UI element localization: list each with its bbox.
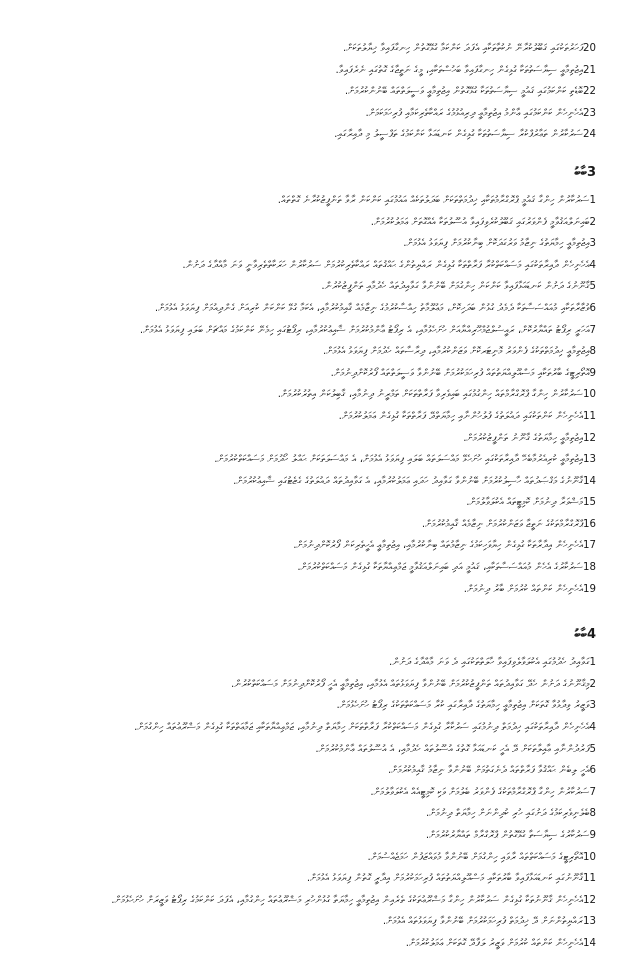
list-item-text: ޤާނޫނުގެ މަޤްޞަދުތައް ހާސިލުކުރުމަށް ބޭނުންވާ ގަވާއިދު ހަދައި ޢަމަލުކުރުމާއި، އެ ގަވާއިދުތައް ދައުލަތުގެ ގެޒެޓުގައި ޝާއިޢުކުރުމަށް. [233, 475, 584, 487]
list-item-number: 12 [583, 894, 596, 906]
list-item [30, 233, 596, 255]
list-item-number: 7 [589, 786, 596, 798]
list-item-text: އެހެނިހެން އިދާރާތަކާ ގުޅިގެން ހިޔާވަހިކަމުގެ ނިޒާމުތައް ބިނާކުރުމާއި، އިޖުތިމާޢީ އެހީތެރިކަން ފޯރުކޮށްދިނުމަށް. [293, 540, 584, 552]
list-item-number: 13 [583, 916, 596, 928]
list-item-text: އެހެނިހެން ކަންތައް ކުރުމަށް ވަޒީރު ލަފާދޭ ގޮތަކަށް ޢަމަލުކުރުމަށް. [405, 937, 584, 949]
list-item-number: 1 [589, 657, 596, 669]
list-item [30, 652, 596, 674]
list-item-text: ބެލެނިވެރިކަމުގެ ދަށުގައި ހުރި ކުދިންނަށް ހިމާޔަތް ދިނުމަށް. [426, 808, 590, 820]
numbered-list-section-4 [30, 652, 596, 954]
list-item-text: އެހެނިހެން ކަންކަމުގައި ޢާންމު އިޖުތިމާޢީ ދިރިއުޅުމުގެ ރައްކާތެރިކަމާއި ފުރިހަމަކަމަށް. [365, 107, 584, 119]
list-item-number: 6 [589, 765, 596, 777]
list-item [30, 428, 596, 450]
list-item [30, 363, 596, 385]
section-heading-3: 3ބާބު [574, 164, 596, 180]
list-item-text: ޤާނޫނުގެ ދަށުން ކަނޑައަޅާފައިވާ ކަންކަން ހިންގުމަށް ބޭނުންވާ ގަވާއިދުތައް ހެދުމާއި ތަންފީޒުކުރުން. [321, 281, 590, 293]
list-item-text: އެހެނިހެން ދާއިރާތަކުގައި ޚިދުމަތް ދިނުމުގައި ސަރުކާރާ ގުޅިގެން މަސައްކަތްކުރާ ފަރާތްތަކަށް ހިމާޔަތް ދިނުމާއި، ޖަމްޢިއްޔާތަކާއި ޖަމާޢަތްތަކާ ގުޅިގެން މަޝްރޫޢުތައް ހިންގުމަށް. [134, 722, 590, 734]
list-item-text: ފަރުދުންނާއި ޢާއިލާތަކަށް ދޭ އެހީ ކަނޑައަޅާ ގޮތުގެ އުސޫލުތައް ހެދުމާއި، އެ އުސޫލުތައް ޢާންމުކުރުމަށް. [315, 743, 590, 755]
list-item [30, 782, 596, 804]
list-item-text: ގަވާއިދު ހެދުމުގައި އެކުލަވާލެވިފައިވާ ހާލަތްތަކުގައި ދެ ވަނަ މާއްދާގެ ދަށުން. [389, 657, 590, 669]
list-item-number: 22 [583, 86, 596, 98]
list-item [30, 933, 596, 955]
list-item-text: ސަރުކާރުގެ ސިޔާސަތާ ގުޅޭގޮތުން ޕްރޮގްރާމް ތައްޔާރުކުރުމަށް. [425, 830, 590, 841]
list-item [30, 298, 596, 320]
list-item-number: 9 [589, 367, 596, 379]
list-item-text: އެހީ ލިބެން ޙައްޤުވާ ފަރާތްތައް ދެނެގަތުމަށް ބޭނުންވާ ނިޒާމު ޤާއިމުކުރުމަށް. [387, 765, 590, 777]
list-item-text: އިޖުތިމާޢީ ކުރިއެރުމާބެހޭ ދާއިރާތަކުގައި ހުށަހެޅޭ މައްސަލަތައް ބަލައި ފިޔަވަޅު އެޅުމަށް، އެ މައްސަލަތަކަށް ޙައްލު ހޯދުމަށް މަސައްކަތްކުރުމަށް. [214, 454, 584, 466]
list-item-number: 24 [583, 129, 596, 141]
list-item-text: ޕްރޮގްރާމްތަކުގެ ނަތީޖާ ވަޒަންކުރުމަށް ނިޒާމެއް ޤާއިމުކުރުމަށް. [421, 518, 584, 530]
list-item-number: 7 [589, 324, 596, 336]
list-item-text: ސަރުކާރުން ހިންގާ ޕްރޮގްރާމްތައް ހިންގުމުގައި ބައިވެރިވާ ފަރާތްތަކަށް ތަމްރީނު ދިނުމާއި، ޤާބިލުކަން އިތުރުކުރުމަށް. [277, 389, 584, 401]
list-item-number: 11 [583, 410, 596, 422]
list-item-number: 9 [589, 830, 596, 841]
list-item-number: 12 [583, 432, 596, 444]
list-item-text: ވުޒާރާތަކާއި މުއައްސަސާތަކާ ދެމެދު ގުޅުން ބަދަހިކޮށް، މަޢުލޫމާތު ހިއްސާކުރުމުގެ ނިޒާމެއް ޤާއިމުކުރުމާއި، އެކަމާ ގުޅޭ ކަންކަން ކުރިއަށް ގެންދިއުމަށް ފިޔަވަޅު އެޅުމަށް. [154, 302, 590, 314]
list-item-text: އެހެނިހެން ކަންތައް ކުރުމަށް ބާރު ދިނުމަށް. [463, 583, 584, 595]
list-item [30, 81, 596, 103]
list-item [30, 406, 596, 428]
list-item [30, 890, 596, 912]
list-item-text: އިޖުތިމާޢީ ހިމާޔަތުގެ ޤާނޫނު ތަންފީޒުކުރުމަށް. [463, 432, 584, 444]
list-item [30, 255, 596, 277]
list-item-text: އަހަރީ ރިޕޯޓު ތައްޔާރުކޮށް، ރައީސުލްޖުމްހޫރިއްޔާއަށް ހުށަހެޅުމާއި، އެ ރިޕޯޓު ޢާންމުކުރުމަށް ޝާއިޢުކުރުމާއި، ރިޕޯޓުގައި ހިމެނޭ ކަންކަމުގެ މައްޗަށް ބަލައި ފިޔަވަޅު އެޅުމަށް. [139, 324, 590, 336]
list-item [30, 847, 596, 869]
list-item-text: ވަޒީރު ވިދާޅުވާ ގޮތަކަށް އިޖުތިމާޢީ ހިމާޔަތުގެ ދާއިރާގައި ކުރާ މަސައްކަތްތަކުގެ ރިޕޯޓު ހުށަހެޅުމަށް. [336, 700, 590, 712]
numbered-list-top [30, 38, 596, 146]
list-item [30, 717, 596, 739]
list-item [30, 449, 596, 471]
list-item-number: 4 [589, 722, 596, 734]
list-item-text: އިޖުތިމާޢީ ޚިދުމަތްތަކުގެ ފެންވަރު މޮނިޓަރކޮށް ވަޒަންކުރުމާއި، ދިރާސާތައް ހެދުމަށް ފިޔަވަޅު އެޅުމަށް. [323, 346, 590, 358]
list-item-number: 17 [583, 540, 596, 552]
list-item-number: 8 [589, 346, 596, 358]
list-item-text: ބޮޑެތި ކަންކަމުގައި ޤައުމީ ސިޔާސަތުތަކާ ގުޅޭގޮތުން އިޖުތިމާޢީ ވަސީލަތްތައް ބޭނުންކުރުމަށް. [344, 86, 584, 98]
list-item-number: 14 [583, 937, 596, 949]
list-item-number: 1 [589, 194, 596, 206]
list-item-number: 2 [589, 678, 596, 690]
list-item [30, 276, 596, 298]
list-item-text: އެހެނިހެން ދާއިރާތަކުގައި މަސައްކަތްކުރާ ފަރާތްތަކާ ގުޅިގެން ރައްޔިތުންގެ ޙައްޤުތައް ރައްކާތެރިކުރުމަށް ސަރުކާރުން ހަރަކާތްތެރިވާނީ ވަނަ މާއްދާގެ ދަށުން. [182, 259, 590, 271]
list-item-number: 5 [589, 281, 596, 293]
list-item-number: 20 [583, 43, 596, 54]
list-item [30, 471, 596, 493]
list-item [30, 341, 596, 363]
list-item [30, 190, 596, 212]
list-item-number: 10 [583, 389, 596, 401]
list-item-number: 3 [589, 700, 596, 712]
list-item-number: 21 [583, 64, 596, 76]
list-item-text: އޮތޯރިޓީގެ މަސައްކަތްތައް ރާވައި ހިންގުމަށް ބޭނުންވާ މުވައްޒަފުން ހަމަޖެއްސުމަށް. [367, 851, 584, 863]
list-item-text: ސަރުކާރުގެ އެހެން މުއައްސަސާތަކާއި، ޤައުމީ އަދި ބައިނަލްއަޤުވާމީ ޖަމްޢިއްޔާތަކާ ގުޅިގެން މަސައްކަތްކުރުމަށް. [297, 562, 584, 574]
list-item-number: 14 [583, 475, 596, 487]
list-item-text: ފަހަރުތަކުގައި ޤަބޫލުކުރާނޭ ނުކުތާތަކާއި އެފަދަ ކަންކަމާ ގުޅޭގޮތުން ހިނގާފައިވާ ޚިޔާލުތަކަށް. [342, 43, 584, 54]
list-item-number: 16 [583, 518, 596, 530]
list-item [30, 60, 596, 82]
list-item-text: މަޝްވަރާ ދިނުމަށް ކޮމިޓީތައް އެކުލަވާލުމަށް. [466, 497, 584, 509]
list-item-text: އެހެނިހެން ކަންތަކުގައި ދައުލަތުގެ ފުލުހުންނާއި ހިމާޔަތްދޭ ފަރާތްތަކާ ގުޅިގެން ޢަމަލުކުރުމަށް. [338, 410, 584, 422]
list-item-text: އިޖުތިމާޢީ ސިޔާސަތުތަކާ ގުޅިގެން ހިނގާފައިވާ ބަހުސްތަކާއި، މީގެ ނަތީޖާގެ ގޮތުގައި ނެރެފައިވާ. [335, 64, 584, 76]
list-item-number: 15 [583, 497, 596, 509]
list-item [30, 739, 596, 761]
list-item-text: އިޖުތިމާޢީ ހިމާޔަތުގެ ނިޒާމު ވަރުގަދަކޮށް ބިނާކުރުމަށް ފިޔަވަޅު އެޅުމަށް. [403, 238, 590, 250]
list-item-text: ސަރުކާރުން ހިންގާ ޤައުމީ ޕްރޮގްރާމުތަކާއި ޚިދުމަތްތަކަށް ބަދަލުތަކެއް އައުމުގައި ކަންކަން ރާވާ ތަންފީޒުކުރާނެ ގޮތްތައް. [277, 194, 590, 206]
list-item [30, 695, 596, 717]
list-item-text: އެހެނިހެން ޤާނޫނުތަކާ ގުޅިގެން ސަރުކާރުން ހިންގާ މަޝްރޫޢުތަކުގެ ތެރެއިން އިޖުތިމާޢީ ހިމާޔަތާ ގުޅުންހުރި މަޝްރޫޢުތައް ހިންގުމާއި، އެފަދަ ކަންކަމުގެ ރިޕޯޓު ވަޒީރަށް ހުށަހެޅުމަށް. [111, 894, 584, 906]
list-item [30, 674, 596, 696]
list-item [30, 911, 596, 933]
list-item-text: ބައިނަލްއަޤުވާމީ ފެންވަރުގައި ޤަބޫލުކުރެވިފައިވާ އުސޫލުތަކާ އެއްގޮތަށް ޢަމަލުކުރުމަށް. [370, 216, 590, 228]
list-item [30, 103, 596, 125]
list-item [30, 38, 596, 60]
list-item-number: 10 [583, 851, 596, 863]
list-item [30, 320, 596, 342]
list-item [30, 212, 596, 234]
list-item-number: 6 [589, 302, 596, 314]
list-item-text: މިޤާނޫނުގެ ދަށުން ހެދޭ ގަވާއިދުތައް ތަންފީޒުކުރުމަށް ބޭނުންވާ ފިޔަވަޅުތައް އެޅުމާއި، އިޖުތިމާޢީ އެހީ ފޯރުކޮށްދިނުމަށް މަސައްކަތްކުރުން. [230, 678, 590, 690]
list-item-text: ރައްޔިތުންނަށް ދޭ ޚިދުމަތް ފުރިހަމަކުރުމަށް ބޭނުންވާ ފިޔަވަޅުތައް އެޅުމަށް. [382, 916, 584, 928]
list-item-text: ސަރުކާރުން ހިންގާ ޕްރޮގްރާމްތަކުގެ ފެންވަރު ބެލުމަށް ވަކި ކޮމިޓީއެއް އެކުލަވާލުމަށް. [370, 786, 590, 798]
list-item [30, 384, 596, 406]
list-item [30, 535, 596, 557]
list-item [30, 124, 596, 146]
list-item [30, 803, 596, 825]
list-item-number: 8 [589, 808, 596, 820]
list-item [30, 825, 596, 847]
list-item-number: 11 [583, 873, 596, 885]
numbered-list-section-3 [30, 190, 596, 600]
list-item-number: 3 [589, 238, 596, 250]
list-item-text: ޤާނޫނުގައި ކަނޑައަޅާފައިވާ ބާރުތަކާއި މަސްއޫލިއްޔަތުތައް ފުރިހަމަކުރުމަށް އިދާރީ ގޮތުން ފިޔަވަޅު އެޅުމަށް. [306, 873, 584, 885]
list-item [30, 760, 596, 782]
list-item-number: 18 [583, 562, 596, 574]
list-item [30, 492, 596, 514]
section-heading-4: 4ބާބު [574, 627, 596, 643]
list-item [30, 579, 596, 601]
list-item [30, 868, 596, 890]
list-item-text: އޮތޯރިޓީގެ ބާރުތަކާއި މަސްއޫލިއްޔަތުތައް ފުރިހަމަކުރުމަށް ބޭނުންވާ ވަސީލަތްތައް ފޯރުކޮށްދިނުމަށް. [330, 367, 590, 379]
list-item-number: 2 [589, 216, 596, 228]
list-item [30, 557, 596, 579]
list-item-number: 4 [589, 259, 596, 271]
list-item-number: 23 [583, 107, 596, 119]
list-item-text: ސަރުކާރުން ތަޢާރުފްކުރާ ސިޔާސަތުތަކާ ގުޅިގެން ކަނޑައަޅާ ކަންކަމުގެ ތަފްސީލު މި ދާއިރާގައި. [334, 129, 584, 141]
list-item-number: 13 [583, 454, 596, 466]
list-item-number: 19 [583, 583, 596, 595]
list-item-number: 5 [589, 743, 596, 755]
list-item [30, 514, 596, 536]
